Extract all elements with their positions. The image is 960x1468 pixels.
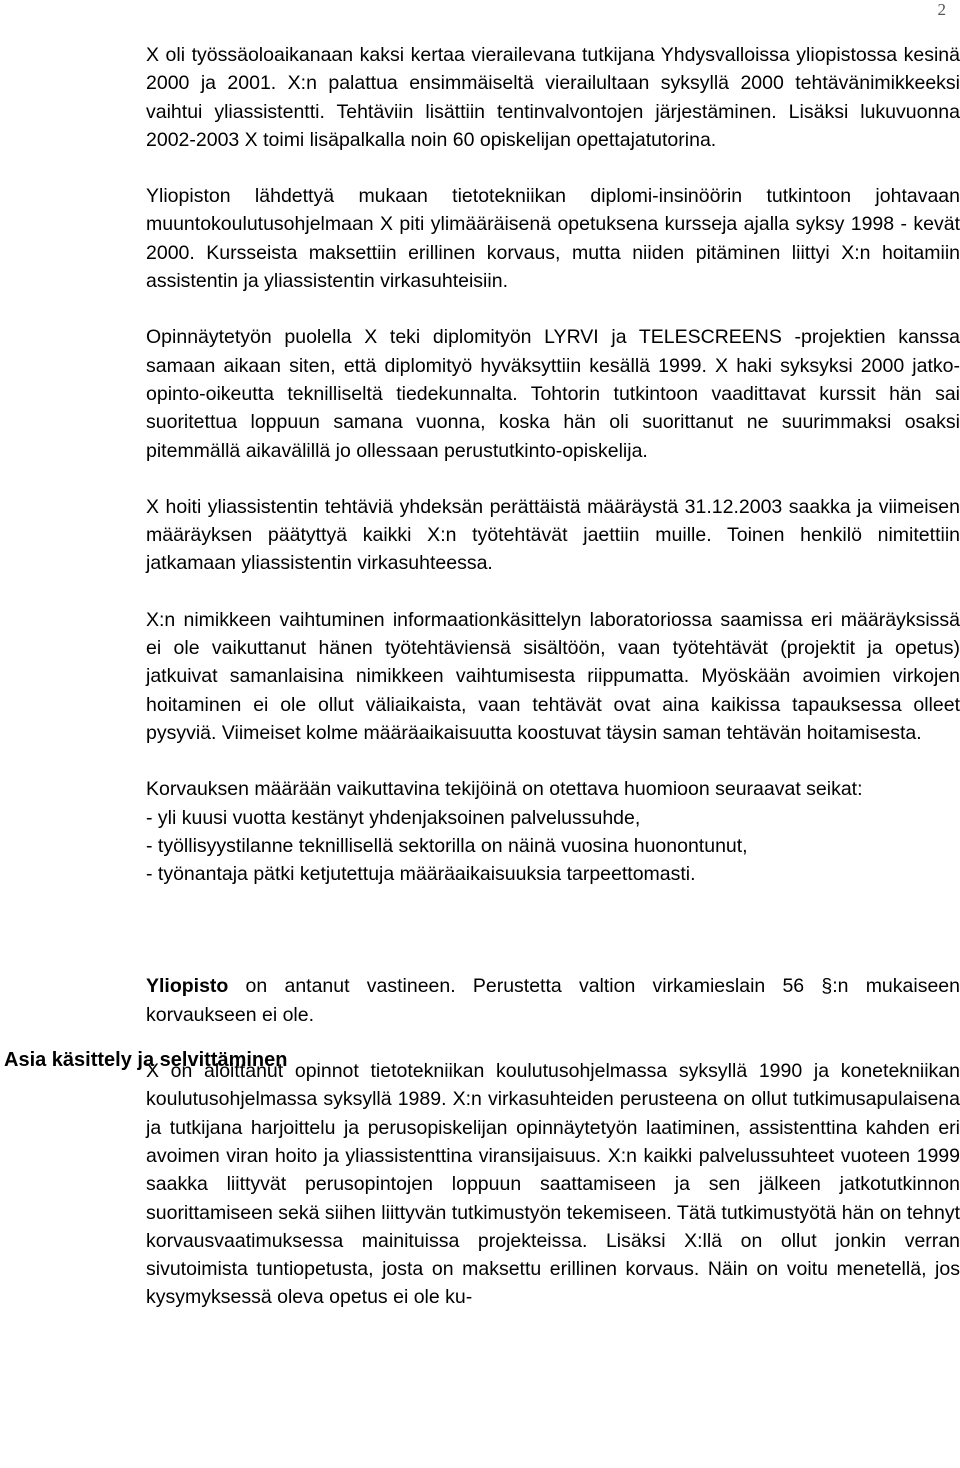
- list-item: - työnantaja pätki ketjutettuja määräaikaisuuksia tarpeettomasti.: [146, 863, 696, 886]
- paragraph: X oli työssäoloaikanaan kaksi kertaa vierailevana tutkijana Yhdysvalloissa yliopistossa kesinä 2000 ja 2001. X:n palattua ensimmäiseltä vierailultaan syksyllä 2000 tehtävänimikkeeksi vaihtui yliassistentti. Tehtäviin lisättiin tentinvalvontojen järjestäminen. Lisäksi lukuvuonna 2002-2003 X toimi lisäpalkalla noin 60 opiskelijan opettajatutorina.: [146, 44, 960, 151]
- paragraph: X:n nimikkeen vaihtuminen informaationkäsittelyn laboratoriossa saamissa eri määräyksissä ei ole vaikuttanut hänen työtehtäviensä sisältöön, vaan työtehtävät (projektit ja opetus) jatkuivat samanlaisina nimikkeen vaihtumisesta riippumatta. Myöskään avoimien virkojen hoitaminen ei ole ollut väliaikaista, vaan tehtävät ovat aina kaikissa tapauksessa olleet pysyviä. Viimeiset kolme määräaikaisuutta koostuvat täysin saman tehtävän hoitamisesta.: [146, 608, 960, 744]
- list-item: - yli kuusi vuotta kestänyt yhdenjaksoinen palvelussuhde,: [146, 806, 641, 829]
- factor-list: [146, 804, 960, 889]
- paragraph: Yliopiston lähdettyä mukaan tietotekniikan diplomi-insinöörin tutkintoon johtavaan muuntokoulutusohjelmaan X piti ylimääräisenä opetuksena kursseja ajalla syksy 1998 - kevät 2000. Kursseista maksettiin erillinen korvaus, mutta niiden pitäminen liittyi X:n hoitamiin assistentin ja yliassistentin virkasuhteisiin.: [146, 185, 960, 293]
- paragraph: X on aloittanut opinnot tietotekniikan koulutusohjelmassa syksyllä 1990 ja konetekniikan koulutusohjelmassa syksyllä 1989. X:n virkasuhteiden perusteena on ollut tutkimusapulaisena ja tutkijana harjoittelu ja perusopiskelijan opinnäytetyön laatiminen, assistenttina kahden eri avoimen viran hoito ja yliassistenttina viransijaisuus. X:n kaikki palvelussuhteet vuoteen 1999 saakka liittyvät perusopintojen loppuun saattamiseen ja sen jälkeen jatkotutkinnon suorittamiseen sekä siihen liittyvän tutkimustyön tekemiseen. Tätä tutkimustyötä hän on tehnyt korvausvaatimuksessa mainituissa projekteissa. Lisäksi X:llä on ollut jonkin verran sivutoimista tuntiopetusta, josta on maksettu erillinen korvaus. Näin on voitu menetellä, jos kysymyksessä oleva opetus ei ole ku-: [146, 1060, 960, 1309]
- page-number: 2: [937, 0, 946, 19]
- section-heading: Asia käsittely ja selvittäminen: [4, 1049, 288, 1071]
- paragraph: X hoiti yliassistentin tehtäviä yhdeksän perättäistä määräystä 31.12.2003 saakka ja viimeisen määräyksen päätyttyä kaikki X:n työtehtävät jaettiin muille. Toinen henkilö nimitettiin jatkamaan yliassistentin virkasuhteessa.: [146, 495, 960, 575]
- document-body: [146, 41, 960, 1312]
- bold-term: Yliopisto: [146, 975, 229, 998]
- paragraph-text: on antanut vastineen. Perustetta valtion virkamieslain 56 §:n mukaiseen korvaukseen ei ole.: [146, 975, 960, 1026]
- list-item: - työllisyystilanne teknillisellä sektorilla on näinä vuosina huonontunut,: [146, 834, 748, 857]
- paragraph: [146, 972, 960, 1029]
- paragraph: Opinnäytetyön puolella X teki diplomityön LYRVI ja TELESCREENS -projektien kanssa samaan aikaan siten, että diplomityö hyväksyttiin kesällä 1999. X haki syksyksi 2000 jatko-opinto-oikeutta teknilliseltä tiedekunnalta. Tohtorin tutkintoon vaadittavat kurssit hän sai suoritettua loppuun samana vuonna, koska hän oli suorittanut ne suurimmaksi osaksi pitemmällä aikavälillä jo ollessaan perustutkinto-opiskelija.: [146, 326, 960, 462]
- paragraph: Korvauksen määrään vaikuttavina tekijöinä on otettava huomioon seuraavat seikat:: [146, 778, 863, 801]
